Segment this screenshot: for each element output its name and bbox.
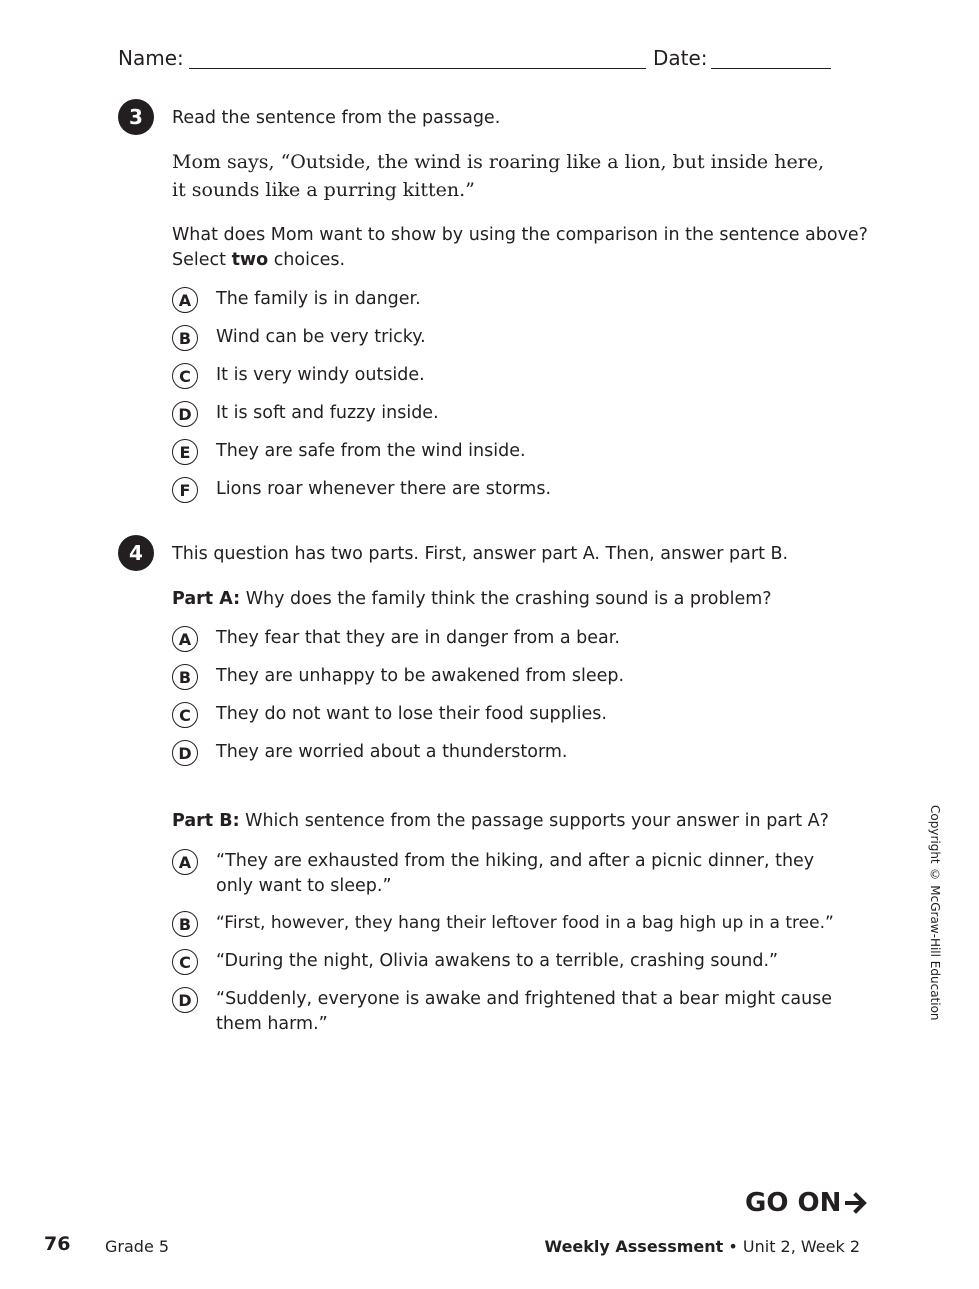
question-3-number: 3 — [118, 99, 154, 135]
part-a-question — [172, 587, 772, 612]
answer-bubble-e[interactable]: E — [172, 439, 198, 465]
name-date-header — [118, 46, 838, 76]
answer-bubble-f[interactable]: F — [172, 477, 198, 503]
option-text: They fear that they are in danger from a bear. — [216, 628, 620, 648]
answer-bubble-a[interactable]: A — [172, 849, 198, 875]
part-b-question — [172, 809, 829, 834]
question-3-prompt — [172, 223, 872, 273]
question-3-prompt-text: What does Mom want to show by using the comparison in the sentence above? — [172, 225, 868, 245]
go-on-indicator — [745, 1188, 869, 1218]
name-label: Name: — [118, 46, 184, 70]
option-text: Wind can be very tricky. — [216, 327, 426, 347]
assessment-title: Weekly Assessment — [544, 1237, 724, 1256]
option-text: “First, however, they hang their leftover food in a bag high up in a tree.” — [216, 913, 834, 933]
answer-bubble-d[interactable]: D — [172, 987, 198, 1013]
page-number: 76 — [44, 1233, 71, 1255]
option-text: They are worried about a thunderstorm. — [216, 742, 568, 762]
answer-bubble-d[interactable]: D — [172, 401, 198, 427]
go-on-label: GO ON — [745, 1188, 842, 1218]
option-text: They are unhappy to be awakened from sleep. — [216, 666, 625, 686]
option-text: Lions roar whenever there are storms. — [216, 479, 552, 499]
answer-bubble-b[interactable]: B — [172, 911, 198, 937]
question-4-number: 4 — [118, 535, 154, 571]
name-field[interactable] — [189, 68, 646, 69]
question-4-instruction: This question has two parts. First, answer part A. Then, answer part B. — [172, 544, 789, 564]
copyright-notice: Copyright © McGraw-Hill Education — [928, 805, 942, 1021]
answer-bubble-d[interactable]: D — [172, 740, 198, 766]
part-b-label: Part B: — [172, 811, 240, 831]
answer-bubble-b[interactable]: B — [172, 325, 198, 351]
date-field[interactable] — [711, 68, 831, 69]
select-post: choices. — [268, 250, 346, 270]
question-3-instruction: Read the sentence from the passage. — [172, 108, 501, 128]
option-text: “Suddenly, everyone is awake and frightened that a bear might cause them harm.” — [216, 989, 833, 1034]
answer-bubble-b[interactable]: B — [172, 664, 198, 690]
answer-bubble-c[interactable]: C — [172, 702, 198, 728]
assessment-info — [544, 1237, 860, 1256]
unit-week: • Unit 2, Week 2 — [723, 1237, 860, 1256]
answer-bubble-a[interactable]: A — [172, 287, 198, 313]
option-text: “During the night, Olivia awakens to a terrible, crashing sound.” — [216, 951, 779, 971]
option-text: It is very windy outside. — [216, 365, 425, 385]
option-text: It is soft and fuzzy inside. — [216, 403, 439, 423]
answer-bubble-c[interactable]: C — [172, 363, 198, 389]
date-label: Date: — [653, 46, 708, 70]
question-3-select — [172, 248, 872, 273]
question-3-passage: Mom says, “Outside, the wind is roaring like a lion, but inside here, it sounds like a purring kitten.” — [172, 151, 825, 201]
answer-bubble-c[interactable]: C — [172, 949, 198, 975]
part-b-text: Which sentence from the passage supports your answer in part A? — [239, 811, 829, 831]
select-bold: two — [231, 250, 269, 270]
option-text: “They are exhausted from the hiking, and after a picnic dinner, they only want to sleep.” — [216, 851, 815, 896]
answer-bubble-a[interactable]: A — [172, 626, 198, 652]
arrow-right-icon — [845, 1192, 869, 1214]
option-text: The family is in danger. — [216, 289, 421, 309]
option-text: They do not want to lose their food supplies. — [216, 704, 607, 724]
option-text: They are safe from the wind inside. — [216, 441, 526, 461]
select-pre: Select — [172, 250, 232, 270]
part-a-text: Why does the family think the crashing sound is a problem? — [240, 589, 772, 609]
part-a-label: Part A: — [172, 589, 241, 609]
grade-label: Grade 5 — [105, 1237, 170, 1256]
